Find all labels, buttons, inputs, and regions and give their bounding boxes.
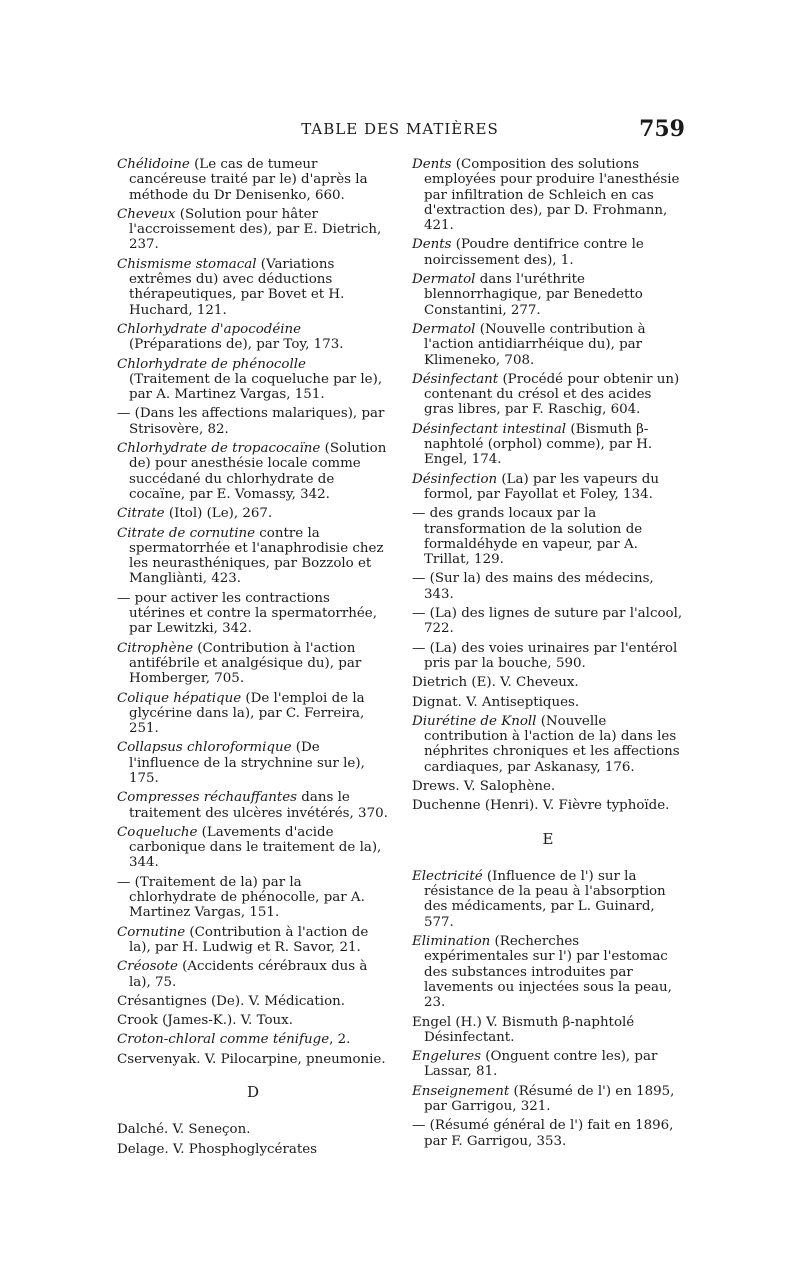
index-entry [117, 875, 389, 921]
index-entry [412, 272, 684, 318]
entry-text: (Composition des solutions employées pour produire l'anesthésie par infiltration de Schleich en cas d'extraction des), par D. Frohmann, 421. [424, 157, 680, 234]
entry-heading: Cheveux [117, 206, 176, 222]
entry-heading: Chlorhydrate de phénocolle [117, 356, 306, 372]
index-entry [117, 925, 389, 956]
index-entry [412, 869, 684, 930]
entry-heading: Créosote [117, 959, 178, 975]
entry-heading: Désinfection [412, 471, 498, 487]
index-entry [117, 641, 389, 687]
entry-text: (Contribution à l'action antifébrile et analgésique du), par Homberger, 705. [129, 640, 362, 687]
entry-heading: Dermatol [412, 321, 476, 337]
entry-heading: Coqueluche [117, 824, 198, 840]
index-entry [412, 1049, 684, 1080]
entry-text: — (La) des lignes de suture par l'alcool, 722. [412, 606, 683, 637]
entry-text: (Recherches expérimentales sur l') par l'estomac des substances introduites par lavements ou injectées sous la peau, 23. [424, 934, 672, 1011]
entry-text: — pour activer les contractions utérines et contre la spermatorrhée, par Lewitzki, 342. [117, 590, 377, 637]
entry-heading: Electricité [412, 868, 483, 884]
entry-heading: Colique hépatique [117, 690, 242, 706]
entry-text: (De l'influence de la strychnine sur le), 175. [129, 740, 365, 786]
entry-text: Dalché. V. Seneçon. [117, 1122, 251, 1138]
entry-heading: Elimination [412, 934, 491, 950]
left-entries [117, 157, 389, 1067]
entry-heading: Engelures [412, 1049, 481, 1065]
entry-heading: Citrate [117, 506, 165, 522]
right-column [412, 157, 684, 1153]
entry-text: Dignat. V. Antiseptiques. [412, 694, 580, 710]
entry-text: , 2. [329, 1032, 351, 1048]
entry-heading: Collapsus chloroformique [117, 740, 292, 756]
entry-text: Cservenyak. V. Pilocarpine, pneumonie. [117, 1051, 386, 1067]
index-entry [117, 790, 389, 821]
left-entries-d [117, 1122, 389, 1157]
entry-text: (Lavements d'acide carbonique dans le traitement de la), 344. [129, 824, 382, 871]
entry-text: — (Traitement de la) par la chlorhydrate de phénocolle, par A. Martinez Vargas, 151. [117, 874, 365, 921]
index-entry [117, 1032, 389, 1047]
index-entry [117, 506, 389, 521]
index-entry [117, 1142, 389, 1157]
entry-text: (Préparations de), par Toy, 173. [129, 337, 344, 353]
entry-text: (Contribution à l'action de la), par H. Ludwig et R. Savor, 21. [129, 924, 369, 955]
index-entry [412, 157, 684, 233]
entry-heading: Compresses réchauffantes [117, 790, 298, 806]
entry-text: (Accidents cérébraux dus à la), 75. [129, 959, 368, 990]
entry-text: (Bismuth β-naphtolé (orphol) comme), par H. Engel, 174. [424, 421, 653, 468]
entry-text: (Résumé de l') en 1895, par Garrigou, 321. [424, 1083, 675, 1115]
index-entry [117, 1122, 389, 1137]
index-entry [117, 157, 389, 203]
entry-text: — (Sur la) des mains des médecins, 343. [412, 571, 654, 602]
entry-heading: Dents [412, 157, 452, 172]
index-entry [412, 695, 684, 710]
index-entry [412, 1015, 684, 1046]
left-column [117, 157, 389, 1161]
entry-heading: Désinfectant intestinal [412, 421, 567, 437]
index-entry [412, 606, 684, 637]
index-entry [117, 591, 389, 637]
entry-text: — (Résumé général de l') fait en 1896, par F. Garrigou, 353. [412, 1118, 674, 1149]
entry-text: dans le traitement des ulcères invétérés, 370. [129, 790, 388, 821]
entry-text: Delage. V. Phosphoglycérates [117, 1141, 318, 1157]
index-entry [117, 959, 389, 990]
entry-text: (Itol) (Le), 267. [164, 506, 273, 522]
entry-text: (Nouvelle contribution à l'action de la) dans les néphrites chroniques et les affections cardiaques, par Askanasy, 176. [424, 713, 680, 775]
entry-heading: Chlorhydrate de tropacocaïne [117, 441, 321, 457]
entry-heading: Diurétine de Knoll [412, 713, 537, 729]
running-title: TABLE DES MATIÈRES [301, 120, 499, 138]
index-entry [412, 675, 684, 690]
index-entry [412, 237, 684, 268]
index-entry [117, 322, 389, 353]
index-entry [117, 257, 389, 318]
section-letter-e: E [542, 829, 554, 848]
right-entries-e [412, 869, 684, 1149]
entry-text: — (Dans les affections malariques), par Strisovère, 82. [117, 406, 385, 437]
entry-heading: Chlorhydrate d'apocodéine [117, 321, 302, 337]
entry-text: Drews. V. Salophène. [412, 778, 556, 794]
index-entry [412, 571, 684, 602]
entry-heading: Enseignement [412, 1083, 510, 1099]
index-entry [412, 372, 684, 418]
right-entries [412, 157, 684, 814]
entry-text: dans l'uréthrite blennorrhagique, par Benedetto Constantini, 277. [424, 272, 643, 318]
entry-text: (Variations extrêmes du) avec déductions thérapeutiques, par Bovet et H. Huchard, 121. [129, 256, 345, 318]
entry-text: Crésantignes (De). V. Médication. [117, 993, 346, 1009]
index-entry [412, 322, 684, 368]
index-entry [412, 779, 684, 794]
page-header [115, 116, 685, 146]
entry-text: Crook (James-K.). V. Toux. [117, 1013, 293, 1029]
entry-text: (Influence de l') sur la résistance de la peau à l'absorption des médicaments, par L. Guinard, 577. [424, 868, 666, 930]
section-letter-d: D [246, 1083, 260, 1102]
entry-text: (Poudre dentifrice contre le noircissement des), 1. [424, 237, 644, 268]
entry-heading: Chismisme stomacal [117, 256, 257, 272]
index-entry [117, 994, 389, 1009]
index-entry [117, 526, 389, 587]
index-entry [412, 422, 684, 468]
entry-heading: Désinfectant [412, 371, 499, 387]
index-entry [412, 798, 684, 813]
entry-heading: Dermatol [412, 272, 476, 288]
index-entry [117, 691, 389, 737]
entry-text: (Traitement de la coqueluche par le), par A. Martinez Vargas, 151. [129, 371, 383, 403]
index-entry [412, 1084, 684, 1115]
entry-text: (Onguent contre les), par Lassar, 81. [424, 1049, 658, 1080]
index-entry [117, 1052, 389, 1067]
index-entry [117, 740, 389, 786]
index-entry [412, 641, 684, 672]
entry-text: — (La) des voies urinaires par l'entérol pris par la bouche, 590. [412, 640, 678, 671]
entry-text: (Procédé pour obtenir un) contenant du crésol et des acides gras libres, par F. Raschig, 604. [424, 371, 680, 418]
entry-text: contre la spermatorrhée et l'anaphrodisie chez les neurasthéniques, par Bozzolo et Mangliànti, 423. [129, 525, 384, 587]
page-number: 759 [639, 116, 685, 142]
entry-text: (Solution de) pour anesthésie locale comme succédané du chlorhydrate de cocaïne, par E. Vomassy, 342. [129, 441, 387, 502]
entry-heading: Dents [412, 237, 452, 253]
index-entry [117, 406, 389, 437]
index-entry [412, 714, 684, 775]
index-entry [412, 1118, 684, 1149]
entry-text: (La) par les vapeurs du formol, par Fayollat et Foley, 134. [424, 471, 659, 502]
entry-heading: Citrate de cornutine [117, 525, 256, 541]
index-entry [117, 357, 389, 403]
entry-text: Dietrich (E). V. Cheveux. [412, 675, 579, 691]
index-entry [412, 506, 684, 567]
index-entry [117, 441, 389, 502]
entry-text: (Le cas de tumeur cancéreuse traité par le) d'après la méthode du Dr Denisenko, 660. [129, 157, 368, 203]
entry-text: Engel (H.) V. Bismuth β-naphtolé Désinfectant. [412, 1014, 635, 1045]
entry-text: (Solution pour hâter l'accroissement des), par E. Dietrich, 237. [129, 206, 382, 253]
entry-heading: Citrophène [117, 640, 194, 656]
entry-text: (De l'emploi de la glycérine dans la), par C. Ferreira, 251. [129, 690, 365, 737]
entry-heading: Chélidoine [117, 157, 190, 172]
entry-text: (Nouvelle contribution à l'action antidiarrhéique du), par Klimeneko, 708. [424, 321, 646, 368]
entry-text: — des grands locaux par la transformation de la solution de formaldéhyde en vapeur, par A. Trillat, 129. [412, 506, 643, 568]
index-entry [412, 934, 684, 1010]
entry-heading: Cornutine [117, 924, 186, 940]
entry-heading: Croton-chloral comme ténifuge [117, 1032, 330, 1048]
entry-text: Duchenne (Henri). V. Fièvre typhoïde. [412, 798, 670, 814]
index-entry [117, 825, 389, 871]
index-entry [117, 207, 389, 253]
index-entry [412, 472, 684, 503]
index-entry [117, 1013, 389, 1028]
